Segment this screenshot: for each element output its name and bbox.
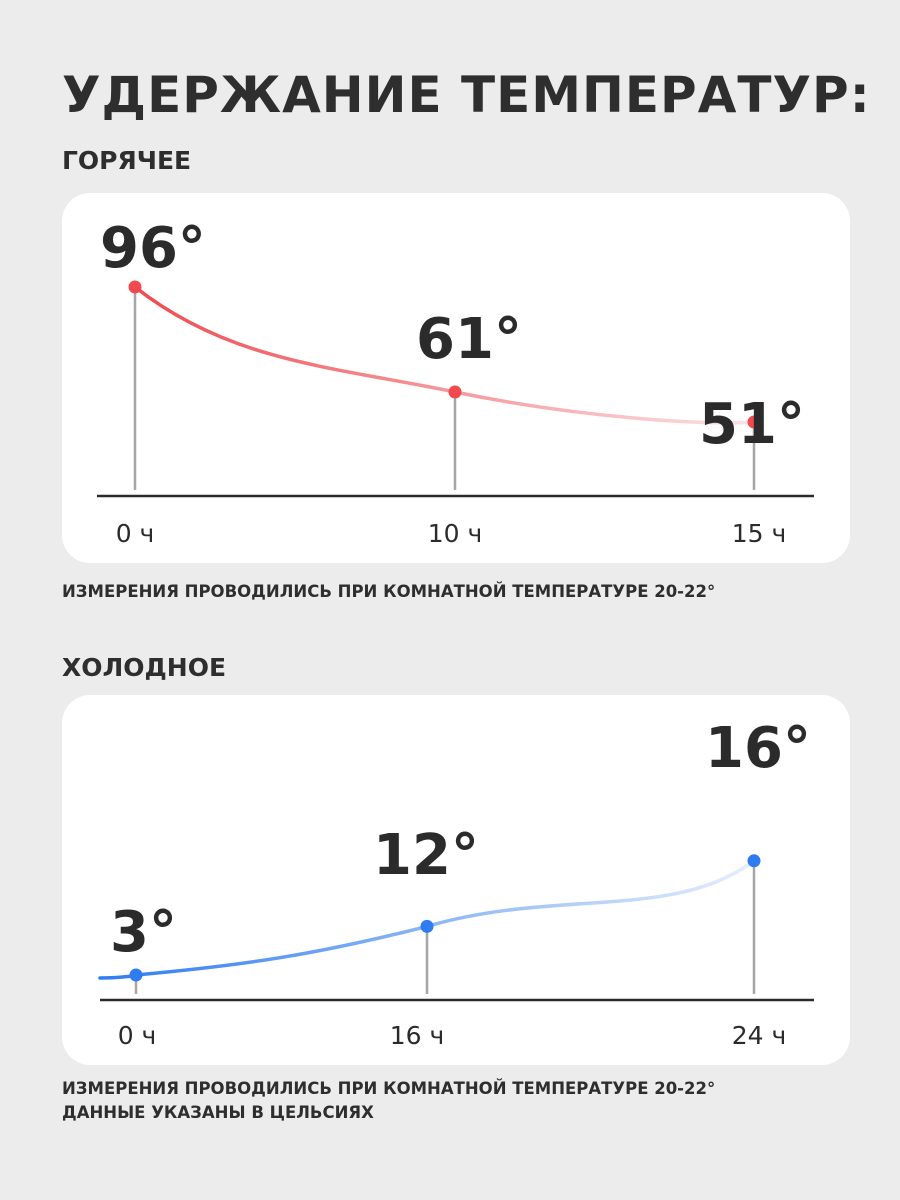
hot-data-point xyxy=(449,386,462,399)
cold-chart-card xyxy=(62,695,850,1065)
hot-x-tick-label: 0 ч xyxy=(115,519,155,548)
cold-value-label: 3° xyxy=(110,900,177,965)
cold-data-point xyxy=(421,920,434,933)
cold-units-note: ДАННЫЕ УКАЗАНЫ В ЦЕЛЬСИЯХ xyxy=(62,1103,374,1122)
cold-measurement-note: ИЗМЕРЕНИЯ ПРОВОДИЛИСЬ ПРИ КОМНАТНОЙ ТЕМПЕРАТУРЕ 20-22° xyxy=(62,1079,716,1098)
page-title: УДЕРЖАНИЕ ТЕМПЕРАТУР: xyxy=(62,66,871,124)
cold-data-point xyxy=(748,854,761,867)
hot-x-tick-label: 15 ч xyxy=(731,519,787,548)
cold-section-label: ХОЛОДНОЕ xyxy=(62,653,227,682)
cold-x-tick-label: 0 ч xyxy=(117,1021,157,1050)
cold-value-label: 12° xyxy=(373,823,479,888)
hot-chart xyxy=(62,193,850,563)
cold-x-tick-label: 24 ч xyxy=(731,1021,787,1050)
cold-data-point xyxy=(130,969,143,982)
hot-chart-card xyxy=(62,193,850,563)
hot-measurement-note: ИЗМЕРЕНИЯ ПРОВОДИЛИСЬ ПРИ КОМНАТНОЙ ТЕМПЕРАТУРЕ 20-22° xyxy=(62,582,716,601)
cold-x-tick-label: 16 ч xyxy=(389,1021,445,1050)
hot-x-tick-label: 10 ч xyxy=(427,519,483,548)
hot-value-label: 51° xyxy=(699,392,805,457)
cold-chart xyxy=(62,695,850,1065)
hot-data-point xyxy=(129,281,142,294)
cold-notes xyxy=(62,1077,715,1125)
hot-value-label: 96° xyxy=(100,216,206,281)
cold-value-label: 16° xyxy=(705,716,811,781)
hot-value-label: 61° xyxy=(416,307,522,372)
hot-section-label: ГОРЯЧЕЕ xyxy=(62,146,192,175)
